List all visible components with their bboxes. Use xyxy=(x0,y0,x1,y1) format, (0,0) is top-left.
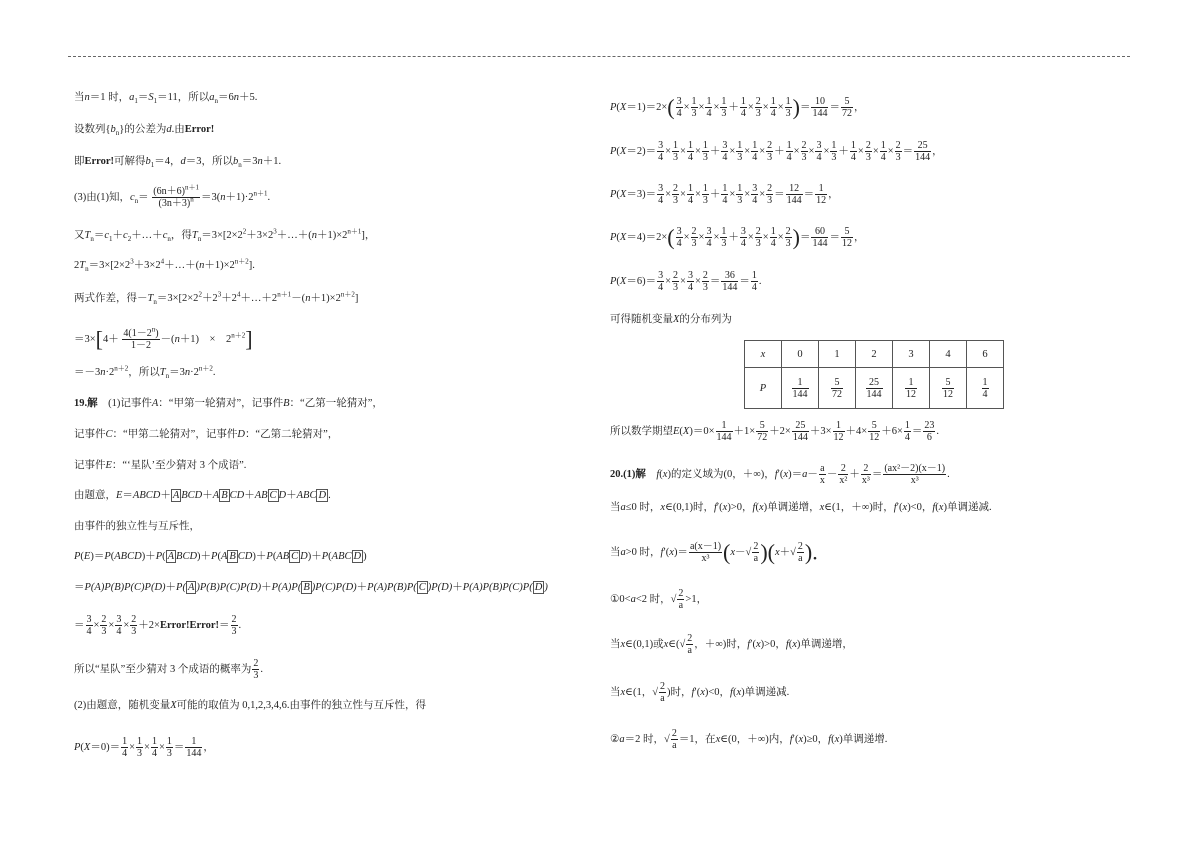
operator: ＋6× xyxy=(881,425,903,437)
table-row xyxy=(745,368,1004,409)
fraction: $\frac{1}{3}$ xyxy=(831,140,837,163)
line-pe: P(E)＝P(ABCD)＋P( A BCD)＋P(A B CD)＋P(AB C D)＋P(ABC D ) xyxy=(74,551,367,562)
fraction: $\frac{3}{4}$ xyxy=(722,140,728,163)
table-header-p: P xyxy=(745,368,782,409)
line-e-decomp: 由题意，E＝ABCD＋ A BCD＋A B CD＋AB C D＋ABC D . xyxy=(74,490,331,501)
line-independence: 由事件的独立性与互斥性， xyxy=(74,521,200,532)
header-rule xyxy=(68,56,1130,57)
fraction: $\frac{1}{3}$ xyxy=(721,226,727,249)
operator: × xyxy=(857,145,864,157)
fraction: $\frac{1}{4}$ xyxy=(880,140,886,163)
operator: × xyxy=(759,145,766,157)
line-cn: (3)由(1)知，$c_n=$ $\frac{(6n+6)^{n+1}}{(3n+3)^n}$ $=3(n+1)\cdot 2^{n+1}$. xyxy=(74,183,271,209)
operator: × xyxy=(823,145,830,157)
operator: × xyxy=(680,275,686,287)
table-cell: 4 xyxy=(930,341,967,368)
table-cell: $\frac{1}{12}$ xyxy=(893,368,930,409)
fraction: $\frac{1}{4}$ xyxy=(687,140,693,163)
operator: ＋ xyxy=(774,145,785,157)
table-cell: 1 xyxy=(819,341,856,368)
operator: × xyxy=(744,188,751,200)
table-cell: 0 xyxy=(782,341,819,368)
fraction-product xyxy=(675,226,793,249)
line-tn-result: $=-3n\cdot 2^{n+2}$，所以$T_n=3n\cdot 2^{n+2}$. xyxy=(74,364,216,381)
fraction: $\frac{2}{3}$ xyxy=(767,140,773,163)
operator: × xyxy=(747,231,754,243)
line-px6: P(X＝6)＝ $\frac{3}{4}$ × $\frac{2}{3}$ × $\frac{3}{4}$ × $\frac{2}{3}$ ＝ $\frac{36}{144}$ ＝ $\frac{1}{4}$ . xyxy=(610,270,762,293)
operator: × xyxy=(759,188,766,200)
line-case-1-inc: 当x∈(0,1)或x∈(√ $\frac{2}{a}$ ，＋∞)时，f′(x)>0，f(x)单调递增， xyxy=(610,633,853,656)
fraction: $\frac{1}{4}$ xyxy=(850,140,856,163)
fraction: $\frac{1}{12}$ xyxy=(833,420,844,443)
operator: × xyxy=(744,145,751,157)
operator: × xyxy=(729,145,736,157)
operator: ＋1× xyxy=(733,425,756,437)
fraction: $\frac{1}{144}$ xyxy=(716,420,732,443)
fraction-product xyxy=(656,270,710,293)
table-cell: $\frac{25}{144}$ xyxy=(856,368,893,409)
line-expectation: 所以数学期望E(X)＝0× $\frac{1}{144}$ ＋1× $\frac{5}{72}$ ＋2× $\frac{25}{144}$ ＋3× $\frac{1}{12}$ ＋4× $\frac{5}{12}$ ＋6× $\frac{1}{4}$ ＝ $\frac{23}{6}$ . xyxy=(610,420,939,443)
table-cell: 2 xyxy=(856,341,893,368)
line-2tn: $2T_n=3\times[2\times 2^3+3\times 2^4+\dots+(n+1)\times 2^{n+2}]$. xyxy=(74,257,255,274)
line-prob-conclusion: 所以“星队”至少猜对 3 个成语的概率为 $\frac{2}{3}$ . xyxy=(74,658,263,681)
fraction: $\frac{1}{4}$ xyxy=(752,140,758,163)
operator: × xyxy=(729,188,736,200)
operator: × xyxy=(683,231,690,243)
operator: × xyxy=(694,145,701,157)
operator: × xyxy=(694,188,701,200)
fraction: $\frac{3}{4}$ xyxy=(658,140,664,163)
fraction: $\frac{3}{4}$ xyxy=(706,226,712,249)
line-bn-def: 设数列$\{b_n\}$的公差为d.由Error! xyxy=(74,124,215,138)
line-bn-result: 即Error!可解得$b_1=4$，d＝3，所以$b_n=3n+1$. xyxy=(74,156,282,170)
fraction: $\frac{2}{3}$ xyxy=(673,183,679,206)
fraction: $\frac{1}{3}$ xyxy=(702,140,708,163)
line-sum: ＝3×[4＋ $\frac{4(1-2^n)}{1-2}$ －(n＋1) × $2^{n+2}$] xyxy=(74,325,253,352)
line-px0: P(X＝0)＝ $\frac{1}{4}$ × $\frac{1}{3}$ × $\frac{1}{4}$ × $\frac{1}{3}$ ＝ $\frac{1}{144}$ ， xyxy=(74,736,214,759)
fraction: $\frac{1}{4}$ xyxy=(786,140,792,163)
line-events-cd: 记事件C：“甲第二轮猜对”，记事件D：“乙第二轮猜对”， xyxy=(74,429,339,440)
line-q20: 20.(1)解 f(x)的定义域为(0，＋∞)，f′(x)＝a－ $\frac{a}{x}$ － $\frac{2}{\text{x²}}$ ＋ $\frac{2}{\text{x³}}$ ＝ $\frac{\text{(ax²－2)(x－1)}}{\text{x³}}$ . xyxy=(610,463,950,486)
line-diff: 两式作差，得$-T_n=3\times[2\times 2^2+2^3+2^4+\dots+2^{n+1}-(n+1)\times 2^{n+2}]$ xyxy=(74,290,359,307)
line-a-le-0: 当a≤0 时，x∈(0,1)时，f′(x)>0，f(x)单调递增，x∈(1，＋∞)时，f′(x)<0，f(x)单调递减. xyxy=(610,502,992,513)
fraction: $\frac{3}{4}$ xyxy=(658,270,664,293)
fraction: $\frac{2}{3}$ xyxy=(691,226,697,249)
operator: ＋2× xyxy=(769,425,791,437)
fraction: $\frac{3}{4}$ xyxy=(816,140,822,163)
operator: × xyxy=(694,275,701,287)
fraction: $\frac{1}{4}$ xyxy=(687,183,693,206)
table-cell: $\frac{5}{12}$ xyxy=(930,368,967,409)
operator: × xyxy=(665,275,672,287)
line-case-2: ②a＝2 时，√ $\frac{2}{a}$ ＝1，在x∈(0，＋∞)内，f′(x)≥0，f(x)单调递增. xyxy=(610,728,888,751)
line-case-1: ①0<a<2 时，√ $\frac{2}{a}$ >1， xyxy=(610,588,708,611)
operator: × xyxy=(887,145,894,157)
operator: × xyxy=(698,231,705,243)
operator: × xyxy=(793,145,800,157)
operator: × xyxy=(713,231,720,243)
table-cell: $\frac{1}{144}$ xyxy=(782,368,819,409)
fraction: $\frac{3}{4}$ xyxy=(740,226,746,249)
operator: × xyxy=(665,145,672,157)
operator: ＋ xyxy=(709,145,721,157)
fraction: $\frac{2}{3}$ xyxy=(865,140,871,163)
fraction: $\frac{4(1-2^n)}{1-2}$ xyxy=(123,325,159,351)
table-cell: $\frac{5}{72}$ xyxy=(819,368,856,409)
fraction: $\frac{1}{3}$ xyxy=(702,183,708,206)
fraction: $\frac{2}{3}$ xyxy=(755,226,761,249)
line-event-e: 记事件E：“‘星队’至少猜对 3 个成语”. xyxy=(74,460,247,471)
line-dist-intro: 可得随机变量X的分布列为 xyxy=(610,314,732,325)
fraction: $\frac{3}{4}$ xyxy=(752,183,758,206)
line-pe-expand: ＝P(A)P(B)P(C)P(D)＋P( A )P(B)P(C)P(D)＋P(A)P( B )P(C)P(D)＋P(A)P(B)P( C )P(D)＋P(A)P(B)P(C)P( D ) xyxy=(74,582,548,593)
fraction: $\frac{5}{72}$ xyxy=(757,420,768,443)
fraction: $\frac{3}{4}$ xyxy=(676,226,682,249)
fraction: $\frac{5}{12}$ xyxy=(869,420,880,443)
operator: × xyxy=(872,145,879,157)
operator: × xyxy=(762,231,769,243)
operator: ＋ xyxy=(838,145,849,157)
fraction: $\frac{1}{4}$ xyxy=(770,226,776,249)
distribution-table xyxy=(744,340,1004,409)
operator: × xyxy=(777,231,784,243)
line-px4: P(X＝4)＝2×( $\frac{3}{4}$ × $\frac{2}{3}$ × $\frac{3}{4}$ × $\frac{1}{3}$ ＋ $\frac{3}{4}$ × $\frac{2}{3}$ × $\frac{1}{4}$ × $\frac{2}{3}$ )＝ $\frac{60}{144}$ ＝ $\frac{5}{12}$ ， xyxy=(610,224,865,250)
fraction: $\frac{1}{3}$ xyxy=(673,140,679,163)
fraction: $\frac{2}{3}$ xyxy=(895,140,901,163)
fraction: $\frac{2}{3}$ xyxy=(785,226,791,249)
fraction: $\frac{2}{3}$ xyxy=(673,270,679,293)
fraction: $\frac{1}{4}$ xyxy=(722,183,728,206)
line-case-1-dec: 当x∈(1，√ $\frac{2}{a}$ )时，f′(x)<0，f(x)单调递减. xyxy=(610,681,790,704)
operator: × xyxy=(808,145,815,157)
line-n1: 当n＝1 时，$a_1=S_1=11$，所以$a_n=6n+5$. xyxy=(74,92,258,106)
line-q19: 19.解 (1)记事件A：“甲第一轮猜对”，记事件B：“乙第一轮猜对”， xyxy=(74,398,383,409)
fraction: $\frac{1}{4}$ xyxy=(904,420,910,443)
line-x-values: (2)由题意，随机变量X可能的取值为 0,1,2,3,4,6.由事件的独立性与互斥性，得 xyxy=(74,700,427,711)
fraction: $\frac{1}{3}$ xyxy=(737,140,743,163)
fraction: $\frac{3}{4}$ xyxy=(658,183,664,206)
operator: ＋3× xyxy=(809,425,832,437)
operator: × xyxy=(680,188,686,200)
table-header-x: x xyxy=(745,341,782,368)
fraction: $\frac{25}{144}$ xyxy=(792,420,808,443)
fraction: $\frac{2}{3}$ xyxy=(801,140,807,163)
line-tn: 又$T_n=c_1+c_2+\dots+c_n$，得$T_n=3\times[2\times 2^2+3\times 2^3+\dots+(n+1)\times 2^{n+1}]$， xyxy=(74,227,376,244)
table-row xyxy=(745,341,1004,368)
line-px1: P(X＝1)＝2×( $\frac{3}{4}$ × $\frac{1}{3}$ × $\frac{1}{4}$ × $\frac{1}{3}$ ＋ $\frac{1}{4}$ × $\frac{2}{3}$ × $\frac{1}{4}$ × $\frac{1}{3}$ )＝ $\frac{10}{144}$ ＝ $\frac{5}{72}$ ， xyxy=(610,94,865,120)
line-pe-value: ＝ $\frac{3}{4}$ × $\frac{2}{3}$ × $\frac{3}{4}$ × $\frac{2}{3}$ ＋2×Error!Error!＝ $\frac{2}{3}$ . xyxy=(74,614,242,637)
operator: ＋ xyxy=(728,231,739,243)
operator: ＋ xyxy=(709,188,721,200)
fraction: $\frac{1}{3}$ xyxy=(737,183,743,206)
operator: × xyxy=(680,145,686,157)
table-cell: 6 xyxy=(967,341,1004,368)
fraction: $\frac{(6n+6)^{n+1}}{(3n+3)^n}$ xyxy=(153,183,199,209)
fraction: $\frac{3}{4}$ xyxy=(687,270,693,293)
fraction: $\frac{2}{3}$ xyxy=(702,270,708,293)
table-cell: $\frac{1}{4}$ xyxy=(967,368,1004,409)
line-a-gt-0: 当a>0 时，f′(x)＝ $\frac{a(x-1)}{\text{x³}}$ (x－√ $\frac{2}{a}$ )(x＋√ $\frac{2}{a}$ ). xyxy=(610,539,818,565)
line-px3: P(X＝3)＝ $\frac{3}{4}$ × $\frac{2}{3}$ × $\frac{1}{4}$ × $\frac{1}{3}$ ＋ $\frac{1}{4}$ × $\frac{1}{3}$ × $\frac{3}{4}$ × $\frac{2}{3}$ ＝ $\frac{12}{144}$ ＝ $\frac{1}{12}$ ， xyxy=(610,183,839,206)
operator: ＋4× xyxy=(845,425,868,437)
table-cell: 3 xyxy=(893,341,930,368)
operator: × xyxy=(665,188,672,200)
line-px2: P(X＝2)＝ $\frac{3}{4}$ × $\frac{1}{3}$ × $\frac{1}{4}$ × $\frac{1}{3}$ ＋ $\frac{3}{4}$ × $\frac{1}{3}$ × $\frac{1}{4}$ × $\frac{2}{3}$ ＋ $\frac{1}{4}$ × $\frac{2}{3}$ × $\frac{3}{4}$ × $\frac{1}{3}$ ＋ $\frac{1}{4}$ × $\frac{2}{3}$ × $\frac{1}{4}$ × $\frac{2}{3}$ ＝ $\frac{25}{144}$ ， xyxy=(610,140,943,163)
fraction: $\frac{2}{3}$ xyxy=(767,183,773,206)
